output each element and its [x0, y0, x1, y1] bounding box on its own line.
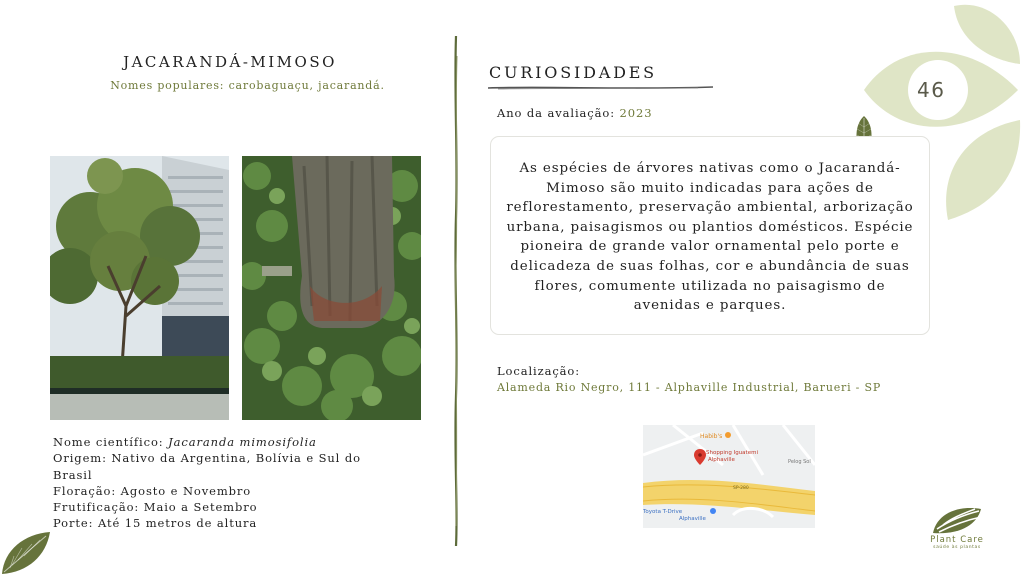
map-label-mall-2: Alphaville	[708, 457, 735, 463]
fact-flowering: Floração: Agosto e Novembro	[53, 483, 252, 498]
heading-underline	[488, 84, 713, 92]
species-title: JACARANDÁ-MIMOSO	[123, 53, 337, 71]
map-label-mall-1: Shopping Iguatemi	[706, 450, 758, 456]
fact-fruiting: Frutificação: Maio a Setembro	[53, 500, 258, 515]
column-divider	[450, 36, 462, 546]
fact-scientific-name: Nome científico: Jacaranda mimosifolia	[53, 435, 317, 449]
tree-photo	[50, 156, 229, 420]
brand-name: Plant Care	[930, 535, 984, 545]
map-label-road: SP-280	[733, 486, 749, 491]
leaf-bottom	[946, 120, 1020, 220]
curiosity-text: As espécies de árvores nativas como o Jacarandá-Mimoso são muito indicadas para ações de reflorestamento, preservação ambiental, arborização urbana, paisagismos ou plantios domésticos. Espécie pioneira de grande valor ornamental pelo porte e delicadeza de suas folhas, cor e abundância de suas flores, comumente utilizada no paisagismo de avenidas e parques.	[506, 161, 914, 314]
decorative-leaf-bottom-left	[0, 530, 52, 576]
curiosity-card	[490, 136, 930, 335]
location-label: Localização:	[497, 364, 581, 378]
map-label-habibs: Habib's	[700, 433, 723, 440]
curiosidades-heading: CURIOSIDADES	[489, 63, 657, 82]
location-map[interactable]	[643, 425, 815, 528]
popular-names: Nomes populares: carobaguaçu, jacarandá.	[110, 79, 385, 92]
map-label-pelog: Pelog Sol	[788, 459, 811, 465]
species-facts	[53, 434, 423, 532]
toyota-marker	[710, 508, 716, 514]
evaluation-year: Ano da avaliação: 2023	[497, 106, 653, 120]
plant-care-logo	[929, 503, 985, 535]
map-label-toyota-2: Alphaville	[679, 516, 706, 522]
habibs-marker	[725, 432, 731, 438]
trunk-photo	[242, 156, 421, 420]
fact-origin-line1: Origem: Nativo da Argentina, Bolívia e Sul do	[53, 451, 361, 466]
location-address: Alameda Rio Negro, 111 - Alphaville Industrial, Barueri - SP	[497, 381, 882, 394]
map-label-toyota-1: Toyota T-Drive	[643, 509, 683, 515]
fact-size: Porte: Até 15 metros de altura	[53, 516, 258, 531]
brand-tagline: saúde às plantas	[933, 545, 981, 550]
leaf-top	[954, 5, 1020, 64]
page-number: 46	[917, 78, 946, 102]
fact-origin-line2: Brasil	[53, 467, 93, 482]
